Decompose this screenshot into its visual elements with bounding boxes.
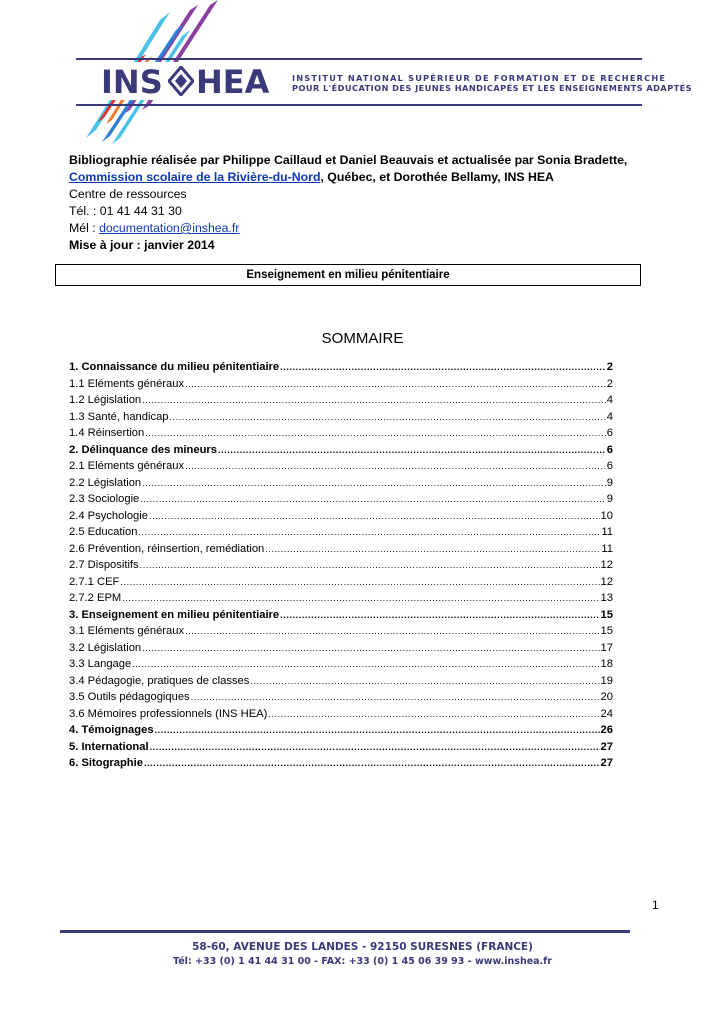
- toc-entry-label: 2.5 Education: [69, 526, 138, 538]
- page-number: 1: [652, 898, 659, 912]
- toc-entry-label: 2.2 Législation: [69, 476, 142, 489]
- toc-leader-dots: [191, 692, 600, 702]
- toc-entry-label: 3.5 Outils pédagogiques: [69, 691, 190, 703]
- toc-entry[interactable]: [69, 378, 613, 395]
- toc-leader-dots: [268, 709, 599, 719]
- toc-entry[interactable]: [69, 576, 613, 593]
- toc-entry-label: 2. Délinquance des mineurs: [69, 443, 217, 456]
- toc-entry-page: 27: [600, 757, 613, 769]
- toc-entry-label: 2.7 Dispositifs: [69, 559, 139, 571]
- toc-entry-page: 12: [600, 559, 613, 571]
- toc-entry-label: 2.7.1 CEF: [69, 575, 120, 588]
- toc-leader-dots: [250, 676, 599, 686]
- toc-leader-dots: [170, 412, 606, 422]
- toc-entry-page: 2: [606, 377, 613, 390]
- toc-leader-dots: [142, 643, 599, 653]
- logo-diamond-icon: [168, 66, 194, 96]
- toc-leader-dots: [150, 742, 600, 752]
- toc-entry-page: 9: [606, 493, 613, 505]
- credits-line2-rest: , Québec, et Dorothée Bellamy, INS HEA: [320, 170, 554, 184]
- toc-entry-label: 2.3 Sociologie: [69, 493, 140, 505]
- toc-entry-page: 15: [600, 608, 613, 621]
- toc-entry-label: 3.3 Langage: [69, 658, 132, 670]
- telephone: Tél. : 01 41 44 31 30: [69, 204, 182, 218]
- toc-entry-label: 3. Enseignement en milieu pénitentiaire: [69, 608, 280, 621]
- toc-entry-label: 1. Connaissance du milieu pénitentiaire: [69, 361, 280, 373]
- credits-line1: Bibliographie réalisée par Philippe Caillaud et Daniel Beauvais et actualisée par Sonia Bradette,: [69, 153, 628, 167]
- toc-entry-page: 18: [600, 658, 613, 670]
- toc-entry[interactable]: [69, 477, 613, 494]
- toc-entry[interactable]: [69, 444, 613, 461]
- toc-entry[interactable]: [69, 361, 613, 378]
- toc-entry[interactable]: [69, 559, 613, 576]
- toc-leader-dots: [142, 478, 606, 488]
- toc-entry[interactable]: [69, 708, 613, 725]
- toc-entry-page: 2: [606, 361, 613, 373]
- logo-hea: HEA: [196, 63, 270, 101]
- toc-entry-page: 24: [600, 707, 613, 720]
- commission-link[interactable]: Commission scolaire de la Rivière-du-Nord: [69, 170, 321, 184]
- toc-leader-dots: [122, 593, 599, 603]
- toc-entry[interactable]: [69, 427, 613, 444]
- toc-entry-page: 12: [600, 575, 613, 588]
- toc-entry[interactable]: [69, 460, 613, 477]
- toc-entry[interactable]: [69, 658, 613, 675]
- footer-address: 58-60, AVENUE DES LANDES - 92150 SURESNES (FRANCE): [192, 941, 533, 953]
- toc-leader-dots: [132, 659, 599, 669]
- toc-entry-label: 1.1 Eléments généraux: [69, 377, 185, 390]
- toc-entry-page: 4: [606, 410, 613, 423]
- toc-entry[interactable]: [69, 625, 613, 642]
- institute-name-line2: POUR L'ÉDUCATION DES JEUNES HANDICAPÉS ET LES ENSEIGNEMENTS ADAPTÉS: [292, 83, 693, 93]
- toc-entry-label: 4. Témoignages: [69, 724, 154, 736]
- toc-entry-page: 13: [600, 592, 613, 604]
- toc-leader-dots: [145, 428, 606, 438]
- toc-entry-page: 11: [601, 542, 613, 555]
- toc-entry[interactable]: [69, 675, 613, 692]
- toc-entry[interactable]: [69, 411, 613, 428]
- toc-entry-label: 1.4 Réinsertion: [69, 427, 145, 439]
- toc-entry-label: 3.2 Législation: [69, 641, 142, 654]
- toc-entry-page: 27: [600, 740, 613, 753]
- toc-entry-label: 1.2 Législation: [69, 394, 142, 406]
- toc-entry-page: 4: [606, 394, 613, 406]
- toc-entry-page: 10: [600, 509, 613, 522]
- email-link[interactable]: documentation@inshea.fr: [99, 221, 240, 235]
- toc-entry-page: 20: [600, 691, 613, 703]
- header-rule-bottom: [76, 104, 642, 106]
- toc-entry-page: 17: [600, 641, 613, 654]
- toc-entry-label: 5. International: [69, 740, 149, 753]
- toc-entry[interactable]: [69, 642, 613, 659]
- toc-leader-dots: [218, 445, 606, 455]
- toc-entry-label: 2.4 Psychologie: [69, 509, 148, 522]
- resource-center: Centre de ressources: [69, 187, 187, 201]
- toc-leader-dots: [142, 395, 606, 405]
- toc-entry-page: 19: [600, 674, 613, 687]
- toc-entry-label: 6. Sitographie: [69, 757, 143, 769]
- header-rule-top: [76, 58, 642, 60]
- toc-entry[interactable]: [69, 543, 613, 560]
- toc-entry[interactable]: [69, 592, 613, 609]
- toc-entry[interactable]: [69, 510, 613, 527]
- credits-line2: [69, 169, 649, 186]
- toc-entry-page: 6: [606, 427, 613, 439]
- toc-entry[interactable]: [69, 741, 613, 758]
- toc-entry-label: 3.6 Mémoires professionnels (INS HEA): [69, 707, 268, 720]
- toc-entry-label: 2.7.2 EPM: [69, 592, 122, 604]
- toc-entry[interactable]: [69, 724, 613, 741]
- subject-box: Enseignement en milieu pénitentiaire: [55, 264, 641, 286]
- email-label: Mél :: [69, 221, 100, 235]
- toc-title: SOMMAIRE: [321, 330, 404, 347]
- toc-leader-dots: [185, 461, 606, 471]
- toc-entry-label: 1.3 Santé, handicap: [69, 410, 169, 423]
- toc-entry-page: 9: [606, 476, 613, 489]
- toc-entry-label: 2.6 Prévention, réinsertion, remédiation: [69, 542, 265, 555]
- toc-entry-page: 6: [606, 460, 613, 472]
- toc-leader-dots: [185, 626, 599, 636]
- toc-leader-dots: [120, 577, 599, 587]
- toc-leader-dots: [140, 560, 600, 570]
- toc-entry-label: 3.1 Eléments généraux: [69, 625, 185, 637]
- credits-block: [69, 152, 649, 254]
- footer-rule: [60, 930, 630, 933]
- toc-entry[interactable]: [69, 493, 613, 510]
- toc-entry-page: 15: [600, 625, 613, 637]
- toc-leader-dots: [155, 725, 600, 735]
- toc-leader-dots: [185, 379, 606, 389]
- toc-leader-dots: [280, 610, 599, 620]
- toc-entry-page: 26: [600, 724, 613, 736]
- toc-entry-page: 11: [601, 526, 613, 538]
- toc-entry[interactable]: [69, 757, 613, 774]
- update-date: Mise à jour : janvier 2014: [69, 238, 215, 252]
- institute-name-line1: INSTITUT NATIONAL SUPÉRIEUR DE FORMATION ET DE RECHERCHE: [292, 73, 667, 83]
- toc-entry[interactable]: [69, 526, 613, 543]
- email-line: [69, 220, 649, 237]
- toc-leader-dots: [140, 494, 605, 504]
- toc-leader-dots: [280, 362, 606, 372]
- toc-entry-label: 2.1 Eléments généraux: [69, 460, 185, 472]
- toc-entry[interactable]: [69, 609, 613, 626]
- logo-ins: INS: [101, 63, 163, 101]
- toc-leader-dots: [149, 511, 600, 521]
- table-of-contents: [69, 361, 613, 774]
- toc-leader-dots: [138, 527, 600, 537]
- toc-leader-dots: [144, 758, 600, 768]
- footer-contact: Tél: +33 (0) 1 41 44 31 00 - FAX: +33 (0) 1 45 06 39 93 - www.inshea.fr: [173, 956, 552, 967]
- toc-entry-page: 6: [606, 443, 613, 456]
- toc-entry[interactable]: [69, 691, 613, 708]
- toc-entry-label: 3.4 Pédagogie, pratiques de classes: [69, 674, 250, 687]
- toc-leader-dots: [265, 544, 600, 554]
- toc-entry[interactable]: [69, 394, 613, 411]
